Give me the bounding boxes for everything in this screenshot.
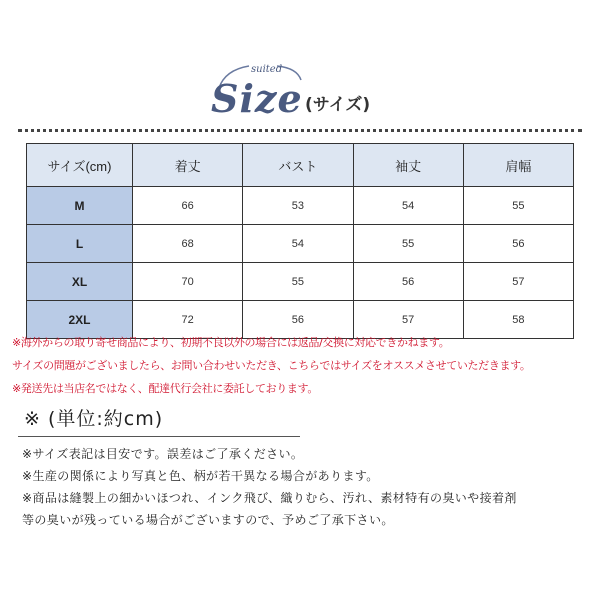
table-header-row	[27, 144, 574, 187]
table-cell: 55	[353, 225, 463, 263]
table-cell: 54	[353, 187, 463, 225]
logo-script-word: suited	[251, 64, 283, 75]
size-label: L	[27, 225, 133, 263]
table-cell: 53	[243, 187, 353, 225]
heading-underline	[18, 436, 300, 437]
note-line: ※商品は縫製上の細かいほつれ、インク飛び、織りむら、汚れ、素材特有の臭いや接着剤	[22, 491, 517, 505]
header-length: 着丈	[133, 144, 243, 187]
size-label: M	[27, 187, 133, 225]
table-cell: 56	[353, 263, 463, 301]
dotted-divider	[18, 129, 582, 132]
table-row	[27, 301, 574, 339]
note-line: ※生産の関係により写真と色、柄が若干異なる場合があります。	[22, 469, 379, 483]
logo-subtitle: (サイズ)	[305, 95, 371, 115]
note-line: ※海外からの取り寄せ商品により、初期不良以外の場合には返品/交換に対応できかねます。	[12, 336, 450, 349]
size-label: 2XL	[27, 301, 133, 339]
header-shoulder: 肩幅	[463, 144, 573, 187]
table-cell: 54	[243, 225, 353, 263]
table-cell: 72	[133, 301, 243, 339]
header-size-cm: サイズ(cm)	[27, 144, 133, 187]
table-cell: 56	[243, 301, 353, 339]
table-cell: 57	[353, 301, 463, 339]
table-cell: 58	[463, 301, 573, 339]
table-cell: 57	[463, 263, 573, 301]
table-cell: 56	[463, 225, 573, 263]
table-cell: 55	[463, 187, 573, 225]
return-policy-notes	[12, 334, 592, 403]
note-line: ※サイズ表記は目安です。誤差はご了承ください。	[22, 447, 304, 461]
header-sleeve: 袖丈	[353, 144, 463, 187]
table-row	[27, 187, 574, 225]
table-cell: 68	[133, 225, 243, 263]
size-logo	[205, 58, 405, 128]
product-notes	[22, 444, 592, 532]
header-bust: バスト	[243, 144, 353, 187]
table-cell: 55	[243, 263, 353, 301]
size-label: XL	[27, 263, 133, 301]
logo-title: Size	[211, 76, 303, 121]
table-row	[27, 263, 574, 301]
table-cell: 66	[133, 187, 243, 225]
table-row	[27, 225, 574, 263]
note-line: 等の臭いが残っている場合がございますので、予めご了承下さい。	[22, 513, 394, 527]
unit-heading: ※ (単位:約cm)	[24, 408, 164, 430]
table-cell: 70	[133, 263, 243, 301]
size-table	[26, 143, 574, 339]
note-line: サイズの問題がございましたら、お問い合わせいただき、こちらではサイズをオススメさせていただきます。	[12, 359, 531, 372]
note-line: ※発送先は当店名ではなく、配達代行会社に委託しております。	[12, 382, 318, 395]
